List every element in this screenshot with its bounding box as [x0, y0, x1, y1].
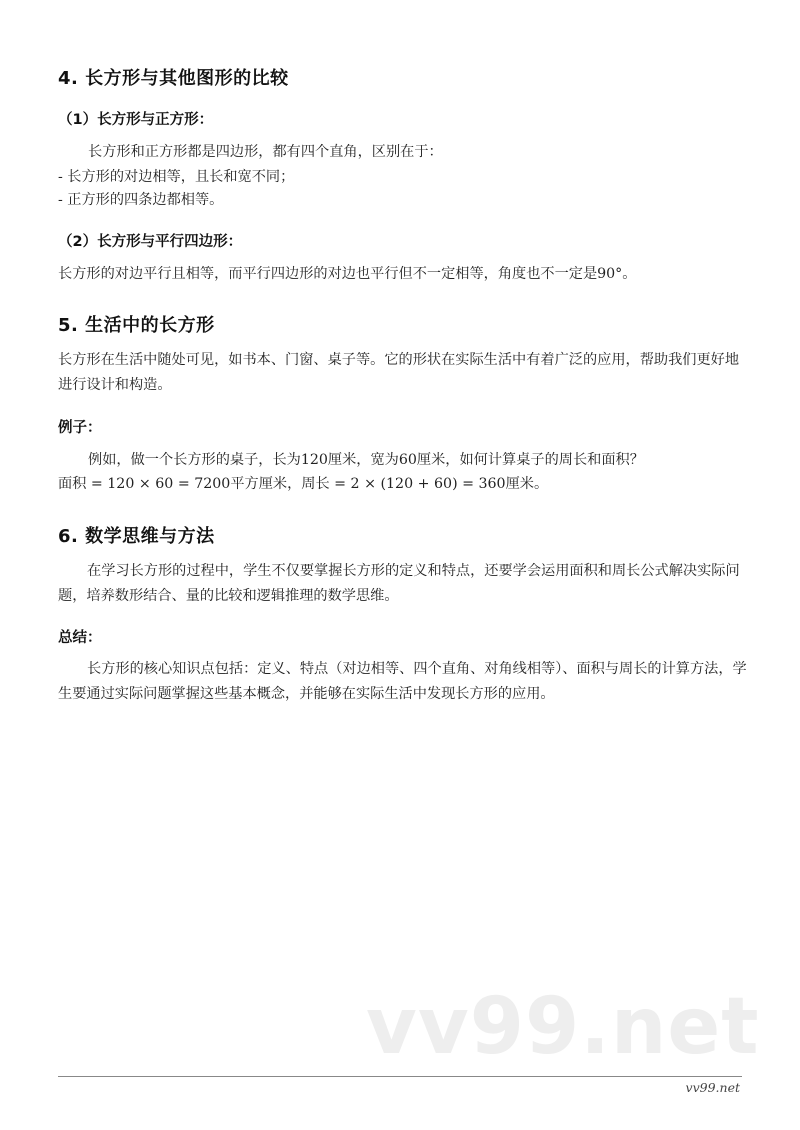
- example-text: 例如，做一个长方形的桌子，长为120厘米，宽为60厘米，如何计算桌子的周长和面积？: [88, 452, 644, 468]
- subsection-rectangle-square-heading: （1）长方形与正方形：: [58, 112, 214, 128]
- rectangle-bullet: - 长方形的对边相等，且长和宽不同；: [58, 169, 295, 185]
- section-5-heading: 5. 生活中的长方形: [58, 315, 215, 336]
- subsection-rectangle-parallelogram-heading: （2）长方形与平行四边形：: [58, 234, 243, 250]
- rectangle-parallelogram-text: 长方形的对边平行且相等，而平行四边形的对边也平行但不一定相等，角度也不一定是90°。: [58, 266, 637, 282]
- example-label: 例子：: [58, 420, 102, 436]
- section-4-heading: 4. 长方形与其他图形的比较: [58, 68, 289, 89]
- section-6-paragraph: 在学习长方形的过程中，学生不仅要掌握长方形的定义和特点，还要学会运用面积和周长公式解决实际问题，培养数形结合、量的比较和逻辑推理的数学思维。: [58, 563, 740, 604]
- example-formula: 面积 = 120 × 60 = 7200平方厘米，周长 = 2 × (120 + 60) = 360厘米。: [58, 476, 549, 492]
- section-5-paragraph: 长方形在生活中随处可见，如书本、门窗、桌子等。它的形状在实际生活中有着广泛的应用，帮助我们更好地进行设计和构造。: [58, 352, 740, 393]
- section-6-heading: 6. 数学思维与方法: [58, 526, 215, 547]
- footer-divider: [58, 1076, 742, 1077]
- watermark: vv99.net: [366, 982, 760, 1072]
- summary-paragraph: 长方形的核心知识点包括：定义、特点（对边相等、四个直角、对角线相等）、面积与周长的计算方法，学生要通过实际问题掌握这些基本概念，并能够在实际生活中发现长方形的应用。: [58, 661, 747, 702]
- square-bullet: - 正方形的四条边都相等。: [58, 192, 224, 208]
- summary-label: 总结：: [58, 630, 102, 646]
- footer-site-label: vv99.net: [685, 1080, 740, 1095]
- rectangle-square-intro: 长方形和正方形都是四边形，都有四个直角，区别在于：: [88, 144, 443, 160]
